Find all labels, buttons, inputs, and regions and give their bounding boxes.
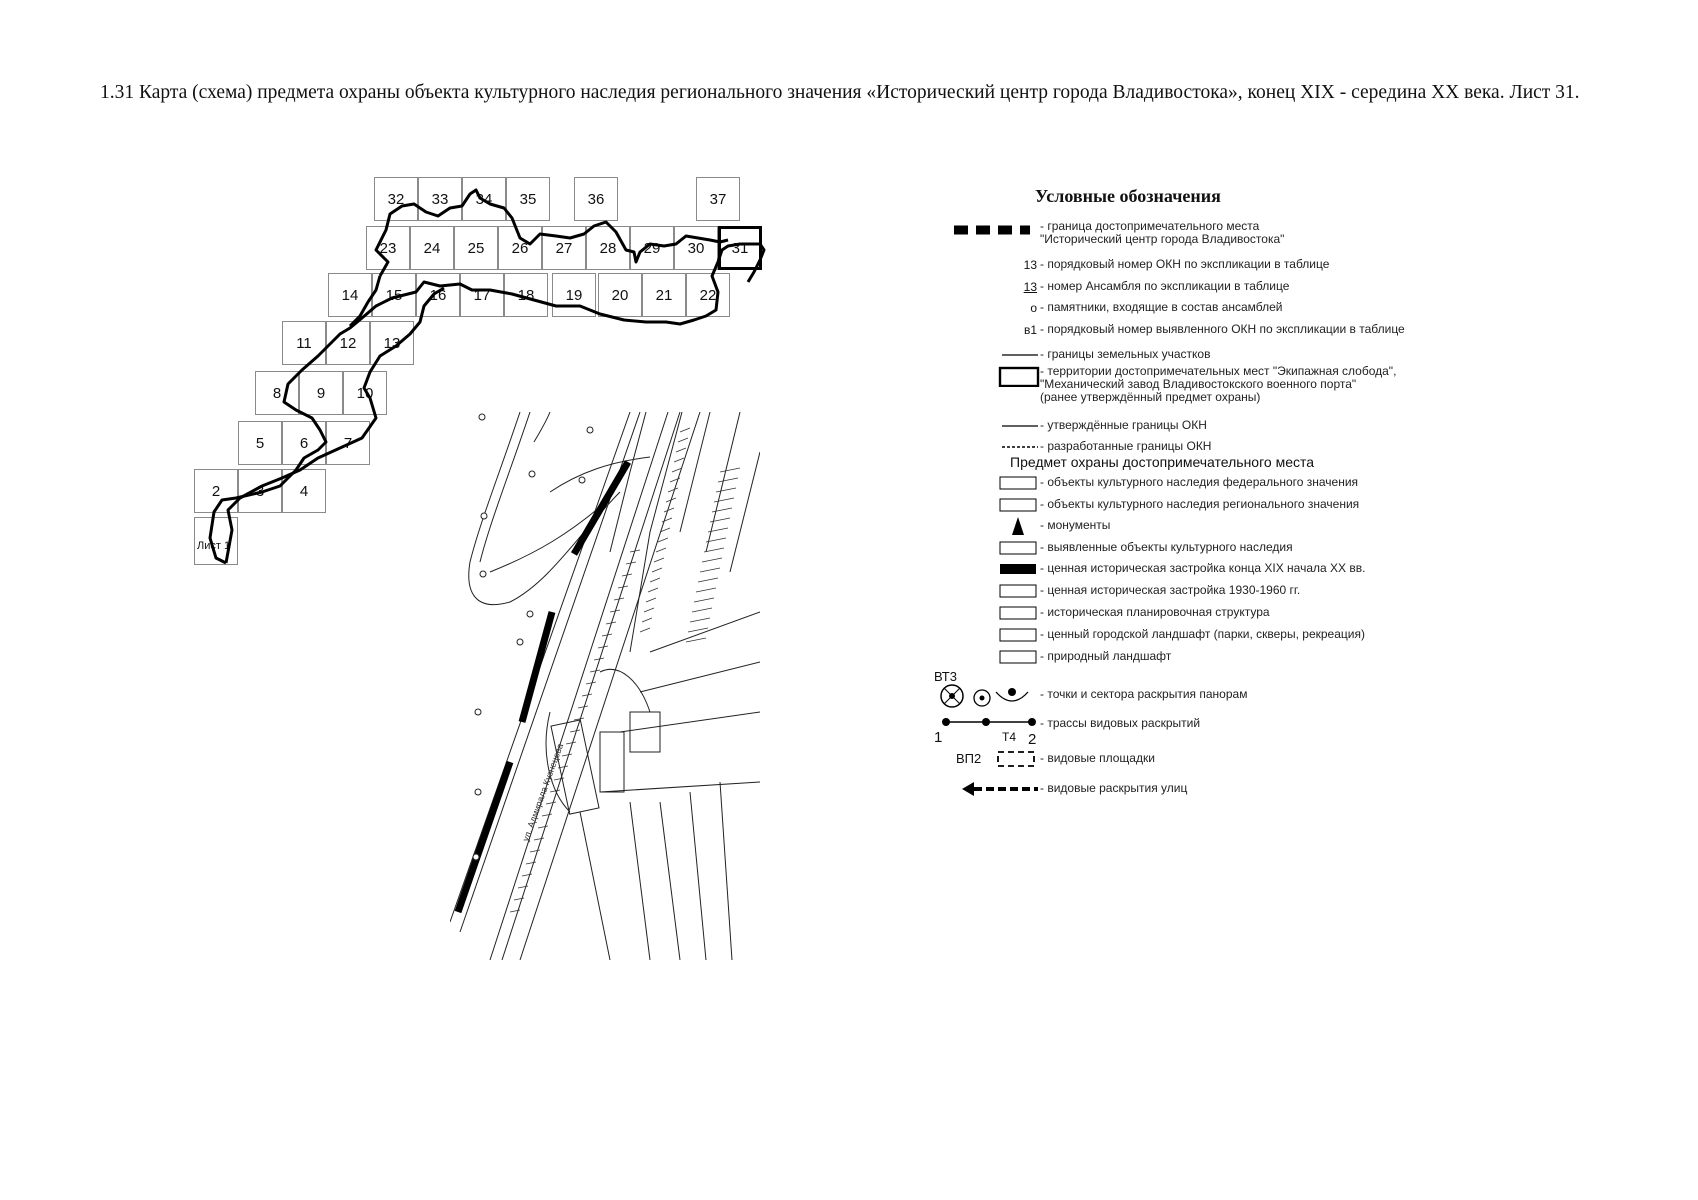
sheet-cell-36[interactable]: 36 [574,177,618,221]
legend-item-panoramas: ВТ3 - точки и сектора раскрытия панорам [920,670,1460,710]
sheet-cell-8[interactable]: 8 [255,371,299,415]
street-view-arrow-icon [920,778,1040,800]
sheet-cell-26[interactable]: 26 [498,226,542,270]
sheet-cell-32[interactable]: 32 [374,177,418,221]
legend-item-territories: - территории достопримечательных мест "Экипажная слобода", "Механический завод Владивостокского военного порта" (ранее утверждённый предмет охраны) [920,365,1460,411]
sheet-cell-20[interactable]: 20 [598,273,642,317]
natural-swatch-icon [920,646,1040,668]
sheet-cell-29[interactable]: 29 [630,226,674,270]
legend-subheading: Предмет охраны достопримечательного места [1010,454,1315,470]
sheet-cell-15[interactable]: 15 [372,273,416,317]
sheet-cell-1[interactable]: Лист 1 [194,517,238,565]
legend-item-okn-number: 13 - порядковый номер ОКН по экспликации в таблице [1023,257,1330,272]
panorama-point-label: ВТ3 [934,670,957,684]
legend-item-identified: - выявленные объекты культурного наследия [920,537,1460,559]
sheet-cell-34[interactable]: 34 [462,177,506,221]
sheet-cell-31-current[interactable]: 31 [718,226,762,270]
sheet-cell-13[interactable]: 13 [370,321,414,365]
sheet-cell-19[interactable]: 19 [552,273,596,317]
sheet-cell-28[interactable]: 28 [586,226,630,270]
legend-item-valuable-early: - ценная историческая застройка конца XIX начала XX вв. [920,558,1460,580]
legend-item-street-views: - видовые раскрытия улиц [920,778,1460,800]
sheet-cell-14[interactable]: 14 [328,273,372,317]
monument-triangle-icon [920,515,1040,537]
sheet-cell-9[interactable]: 9 [299,371,343,415]
sheet-cell-4[interactable]: 4 [282,469,326,513]
legend-item-land-plots: - границы земельных участков [920,344,1460,366]
legend-item-planning: - историческая планировочная структура [920,602,1460,624]
sheet-cell-17[interactable]: 17 [460,273,504,317]
valuable-1930-swatch-icon [920,580,1040,602]
document-title: 1.31 Карта (схема) предмета охраны объекта культурного наследия регионального значения «Исторический центр города Владивостока», конец XIX - середина XX века. Лист 31. [100,82,1580,103]
sheet-cell-24[interactable]: 24 [410,226,454,270]
planning-swatch-icon [920,602,1040,624]
legend-item-developed-borders: - разработанные границы ОКН [920,436,1460,458]
legend-item-federal: - объекты культурного наследия федерального значения [920,472,1460,494]
legend-title: Условные обозначения [1035,186,1221,206]
sheet-cell-37[interactable]: 37 [696,177,740,221]
route-name-label: Т4 [1002,730,1017,744]
sheet-cell-11[interactable]: 11 [282,321,326,365]
legend-item-monuments: - монументы [920,515,1460,537]
street-label: ул. Адмирала Кузнецова [520,742,566,843]
approved-border-line-icon [920,415,1040,437]
legend-item-approved-borders: - утверждённые границы ОКН [920,415,1460,437]
route-start-label: 1 [934,729,943,746]
legend-item-landscape: - ценный городской ландшафт (парки, скверы, рекреация) [920,624,1460,646]
legend-item-valuable-1930: - ценная историческая застройка 1930-1960 гг. [920,580,1460,602]
identified-swatch-icon [920,537,1040,559]
land-plot-line-icon [920,344,1040,366]
legend [920,182,1460,802]
legend-item-natural: - природный ландшафт [920,646,1460,668]
route-end-label: 2 [1028,731,1037,746]
sheet-cell-23[interactable]: 23 [366,226,410,270]
legend-item-view-routes: 1 Т4 2 - трассы видовых раскрытий [920,714,1460,746]
sheet-cell-35[interactable]: 35 [506,177,550,221]
sheet-cell-12[interactable]: 12 [326,321,370,365]
regional-swatch-icon [920,494,1040,516]
sheet-cell-2[interactable]: 2 [194,469,238,513]
view-platform-icon [920,748,1040,770]
sheet-cell-6[interactable]: 6 [282,421,326,465]
landscape-swatch-icon [920,624,1040,646]
panorama-points-icon [920,670,1040,710]
sheet-cell-3[interactable]: 3 [238,469,282,513]
legend-item-identified-number: в1 - порядковый номер выявленного ОКН по экспликации в таблице [1023,322,1405,337]
federal-swatch-icon [920,472,1040,494]
legend-item-view-platforms: ВП2 - видовые площадки [920,748,1460,770]
sheet-cell-7[interactable]: 7 [326,421,370,465]
sheet-cell-27[interactable]: 27 [542,226,586,270]
territory-box-icon [920,365,1040,387]
sheet-cell-16[interactable]: 16 [416,273,460,317]
sheet-cell-22[interactable]: 22 [686,273,730,317]
sheet-cell-21[interactable]: 21 [642,273,686,317]
legend-item-boundary: - граница достопримечательного места "Исторический центр города Владивостока" [920,220,1460,250]
view-route-icon [920,714,1040,746]
sheet-cell-10[interactable]: 10 [343,371,387,415]
sheet-cell-18[interactable]: 18 [504,273,548,317]
legend-item-regional: - объекты культурного наследия регионального значения [920,494,1460,516]
valuable-early-swatch-icon [920,558,1040,580]
sheet-cell-33[interactable]: 33 [418,177,462,221]
sheet-cell-30[interactable]: 30 [674,226,718,270]
legend-item-ensemble-number: 13 - номер Ансамбля по экспликации в таблице [1023,279,1290,294]
detail-map-fragment [450,412,760,960]
boundary-dash-icon [920,220,1040,242]
sheet-cell-5[interactable]: 5 [238,421,282,465]
detail-map-drawing [450,412,760,960]
view-platform-label: ВП2 [956,751,982,766]
legend-item-ensemble-monument: o - памятники, входящие в состав ансамблей [1030,300,1283,315]
sheet-cell-25[interactable]: 25 [454,226,498,270]
